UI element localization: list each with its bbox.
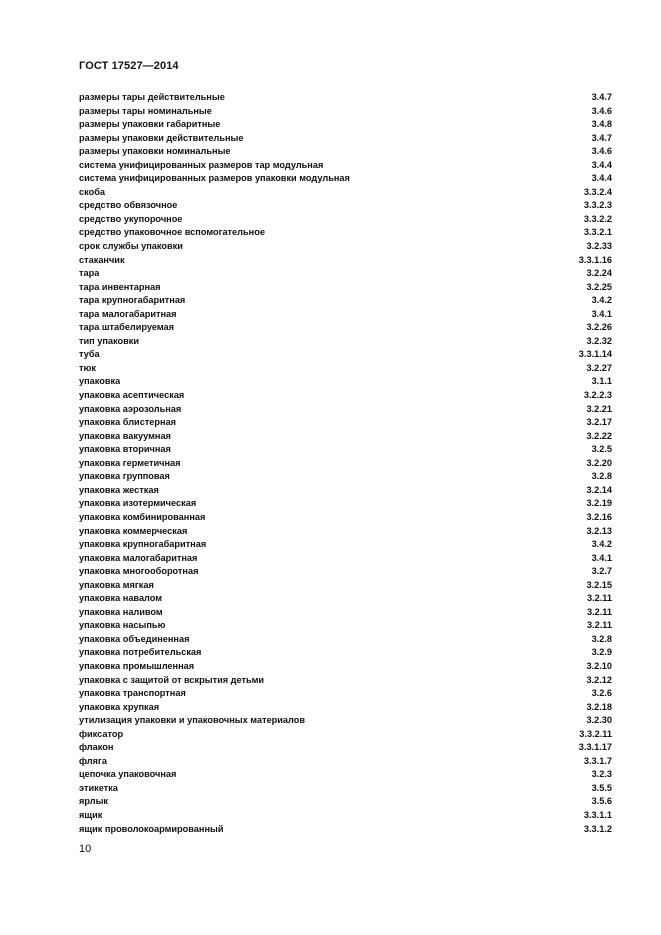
index-entry (79, 646, 612, 660)
index-reference: 3.4.8 (591, 119, 612, 130)
index-term: размеры упаковки номинальные (79, 146, 231, 157)
index-term: упаковка с защитой от вскрытия детьми (79, 674, 265, 685)
index-entry (79, 823, 612, 837)
index-entry (79, 457, 612, 471)
index-term: система унифицированных размеров тар модульная (79, 159, 324, 170)
index-term: упаковка блистерная (79, 417, 177, 428)
index-reference: 3.2.7 (591, 566, 612, 577)
index-entry (79, 375, 612, 389)
index-reference: 3.2.3 (591, 769, 612, 780)
index-term: размеры тары номинальные (79, 105, 212, 116)
index-term: упаковка коммерческая (79, 525, 188, 536)
index-reference: 3.2.20 (586, 457, 612, 468)
index-term: упаковка мягкая (79, 579, 154, 590)
index-entry (79, 674, 612, 688)
index-entry (79, 768, 612, 782)
index-term: упаковка наливом (79, 606, 163, 617)
index-term: упаковка малогабаритная (79, 552, 198, 563)
index-reference: 3.2.16 (586, 511, 612, 522)
index-entry (79, 199, 612, 213)
index-entry (79, 809, 612, 823)
index-reference: 3.3.2.3 (583, 200, 612, 211)
index-reference: 3.2.8 (591, 471, 612, 482)
index-reference: 3.2.9 (591, 647, 612, 658)
index-term: туба (79, 349, 100, 360)
index-term: упаковка транспортная (79, 688, 186, 699)
index-entry (79, 267, 612, 281)
index-reference: 3.3.1.17 (578, 742, 612, 753)
index-term: средство упаковочное вспомогательное (79, 227, 265, 238)
index-term: флакон (79, 742, 114, 753)
index-entry (79, 91, 612, 105)
index-term: размеры упаковки габаритные (79, 119, 221, 130)
index-reference: 3.2.19 (586, 498, 612, 509)
index-term: упаковка хрупкая (79, 701, 160, 712)
index-reference: 3.2.33 (586, 241, 612, 252)
index-entry (79, 511, 612, 525)
index-entry (79, 782, 612, 796)
index-entry (79, 660, 612, 674)
page-number: 10 (79, 843, 92, 855)
index-entry (79, 497, 612, 511)
index-entry (79, 335, 612, 349)
index-term: упаковка крупногабаритная (79, 539, 207, 550)
index-reference: 3.3.1.1 (583, 809, 612, 820)
index-reference: 3.4.4 (591, 159, 612, 170)
index-term: цепочка упаковочная (79, 769, 177, 780)
index-reference: 3.3.2.1 (583, 227, 612, 238)
index-term: средство обвязочное (79, 200, 178, 211)
index-entry (79, 321, 612, 335)
index-reference: 3.2.18 (586, 701, 612, 712)
index-reference: 3.3.2.11 (579, 728, 612, 739)
index-entry (79, 132, 612, 146)
index-reference: 3.2.30 (586, 715, 612, 726)
index-entry (79, 579, 612, 593)
index-term: скоба (79, 186, 105, 197)
index-entry (79, 281, 612, 295)
index-term: упаковка аэрозольная (79, 403, 182, 414)
index-entry (79, 254, 612, 268)
index-term: размеры упаковки действительные (79, 132, 244, 143)
index-entry (79, 470, 612, 484)
index-entry (79, 484, 612, 498)
index-reference: 3.2.12 (586, 674, 612, 685)
index-reference: 3.4.1 (591, 552, 612, 563)
index-reference: 3.3.1.7 (583, 755, 612, 766)
index-entry (79, 795, 612, 809)
index-entry (79, 714, 612, 728)
index-entry (79, 525, 612, 539)
index-entry (79, 416, 612, 430)
index-reference: 3.2.2.3 (583, 390, 612, 401)
index-term: ящик (79, 809, 103, 820)
index-term: средство укупорочное (79, 213, 183, 224)
index-reference: 3.3.1.2 (583, 823, 612, 834)
index-term: тара малогабаритная (79, 308, 177, 319)
index-reference: 3.2.10 (586, 660, 612, 671)
index-term: срок службы упаковки (79, 241, 183, 252)
index-entry (79, 118, 612, 132)
index-reference: 3.2.17 (586, 417, 612, 428)
index-entry (79, 565, 612, 579)
index-entry (79, 755, 612, 769)
index-term: ящик проволокоармированный (79, 823, 224, 834)
index-term: упаковка потребительская (79, 647, 202, 658)
index-reference: 3.4.2 (591, 295, 612, 306)
index-reference: 3.2.11 (586, 593, 612, 604)
index-term: тип упаковки (79, 335, 140, 346)
index-entry (79, 186, 612, 200)
index-reference: 3.3.1.16 (578, 254, 612, 265)
index-term: тара штабелируемая (79, 322, 175, 333)
index-reference: 3.4.4 (591, 173, 612, 184)
index-entry (79, 389, 612, 403)
index-term: стаканчик (79, 254, 125, 265)
index-entry (79, 294, 612, 308)
index-entry (79, 226, 612, 240)
index-term: упаковка асептическая (79, 390, 185, 401)
index-term: ярлык (79, 796, 109, 807)
index-reference: 3.3.2.4 (583, 186, 612, 197)
index-reference: 3.5.6 (591, 796, 612, 807)
index-reference: 3.2.32 (586, 335, 612, 346)
index-reference: 3.2.11 (586, 606, 612, 617)
index-reference: 3.2.27 (586, 362, 612, 373)
index-entry (79, 159, 612, 173)
index-reference: 3.2.5 (591, 444, 612, 455)
document-header: ГОСТ 17527—2014 (79, 60, 179, 72)
index-term: упаковка вторичная (79, 444, 171, 455)
index-reference: 3.2.6 (591, 688, 612, 699)
index-term: упаковка групповая (79, 471, 170, 482)
index-entry (79, 145, 612, 159)
index-term: упаковка навалом (79, 593, 163, 604)
index-entry (79, 240, 612, 254)
index-entry (79, 728, 612, 742)
index-term: упаковка (79, 376, 121, 387)
index-entry (79, 348, 612, 362)
index-term: упаковка изотермическая (79, 498, 197, 509)
index-entry (79, 308, 612, 322)
index-reference: 3.2.8 (591, 633, 612, 644)
index-term: упаковка объединенная (79, 633, 190, 644)
index-reference: 3.3.2.2 (583, 213, 612, 224)
index-term: тара (79, 268, 100, 279)
index-entry (79, 538, 612, 552)
index-entry (79, 172, 612, 186)
index-term: упаковка насыпью (79, 620, 166, 631)
index-term: размеры тары действительные (79, 92, 225, 102)
index-entry (79, 619, 612, 633)
index-term: упаковка многооборотная (79, 566, 199, 577)
index-entry (79, 592, 612, 606)
index-term: этикетка (79, 782, 118, 793)
index-entry (79, 741, 612, 755)
index-term: утилизация упаковки и упаковочных материалов (79, 715, 306, 726)
index-entry (79, 403, 612, 417)
index-entry (79, 430, 612, 444)
index-reference: 3.3.1.14 (578, 349, 612, 360)
index-reference: 3.2.21 (586, 403, 612, 414)
index-entry (79, 213, 612, 227)
index-reference: 3.2.26 (586, 322, 612, 333)
index-reference: 3.4.6 (591, 105, 612, 116)
index-entry (79, 362, 612, 376)
index-term: фиксатор (79, 728, 124, 739)
index-reference: 3.1.1 (591, 376, 612, 387)
term-index-list (79, 91, 612, 836)
index-reference: 3.2.24 (586, 268, 612, 279)
index-term: тара инвентарная (79, 281, 161, 292)
index-reference: 3.4.1 (591, 308, 612, 319)
index-reference: 3.2.13 (586, 525, 612, 536)
index-term: упаковка герметичная (79, 457, 181, 468)
index-term: фляга (79, 755, 107, 766)
index-term: упаковка жесткая (79, 484, 159, 495)
index-reference: 3.2.14 (586, 484, 612, 495)
index-entry (79, 687, 612, 701)
index-entry (79, 606, 612, 620)
index-entry (79, 105, 612, 119)
index-entry (79, 701, 612, 715)
index-term: упаковка комбинированная (79, 511, 206, 522)
index-reference: 3.4.6 (591, 146, 612, 157)
index-reference: 3.2.22 (586, 430, 612, 441)
index-term: тара крупногабаритная (79, 295, 186, 306)
index-term: система унифицированных размеров упаковки модульная (79, 173, 350, 184)
index-term: тюк (79, 362, 96, 373)
index-entry (79, 443, 612, 457)
index-entry (79, 633, 612, 647)
index-entry (79, 552, 612, 566)
index-reference: 3.2.25 (586, 281, 612, 292)
index-reference: 3.2.15 (586, 579, 612, 590)
index-term: упаковка промышленная (79, 660, 195, 671)
index-reference: 3.2.11 (586, 620, 612, 631)
index-reference: 3.4.7 (591, 92, 612, 102)
index-reference: 3.4.2 (591, 539, 612, 550)
index-term: упаковка вакуумная (79, 430, 171, 441)
index-reference: 3.4.7 (591, 132, 612, 143)
index-reference: 3.5.5 (591, 782, 612, 793)
